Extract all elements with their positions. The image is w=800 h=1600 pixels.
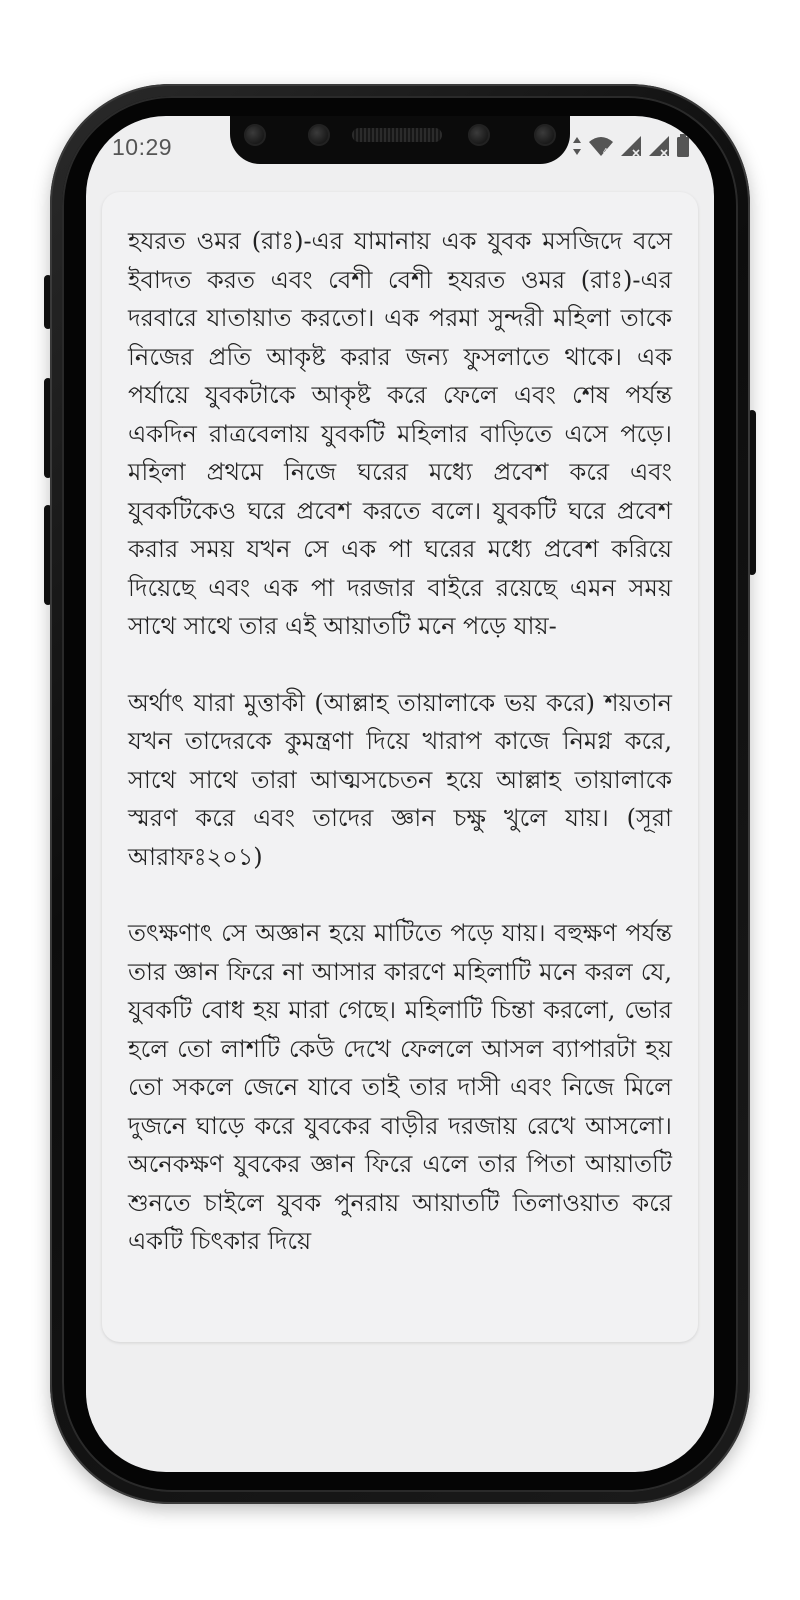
wifi-icon — [588, 135, 614, 157]
data-arrows-icon — [572, 135, 582, 157]
article-card[interactable] — [102, 192, 698, 1342]
signal-icon — [648, 135, 670, 157]
earpiece-speaker — [352, 128, 442, 142]
camera-icon — [468, 124, 490, 146]
status-icons — [572, 132, 690, 160]
battery-icon — [676, 134, 690, 158]
article-text — [128, 222, 672, 1299]
svg-text:4: 4 — [603, 147, 608, 156]
camera-icon — [308, 124, 330, 146]
article-paragraph: অর্থাৎ যারা মুত্তাকী (আল্লাহ তায়ালাকে ভয় করে) শয়তান যখন তাদেরকে কুমন্ত্রণা দিয়ে খারাপ কাজে নিমগ্ন করে, সাথে সাথে তারা আত্মসচেতন হয়ে আল্লাহ তায়ালাকে স্মরণ করে এবং তাদের জ্ঞান চক্ষু খুলে যায়। (সূরা আরাফঃ২০১) — [128, 688, 672, 871]
article-paragraph: তৎক্ষণাৎ সে অজ্ঞান হয়ে মাটিতে পড়ে যায়। বহুক্ষণ পর্যন্ত তার জ্ঞান ফিরে না আসার কারণে মহিলাটি মনে করল যে, যুবকটি বোধ হয় মারা গেছে। মহিলাটি চিন্তা করলো, ভোর হলে তো লাশটি কেউ দেখে ফেললে আসল ব্যাপারটা হয় তো সকলে জেনে যাবে তাই তার দাসী এবং নিজে মিলে দুজনে ঘাড়ে করে যুবকের বাড়ীর দরজায় রেখে আসলো। অনেকক্ষণ যুবকের জ্ঞান ফিরে এলে তার পিতা আয়াতটি শুনতে চাইলে যুবক পুনরায় আয়াতটি তিলাওয়াত করে একটি চিৎকার দিয়ে — [128, 919, 672, 1255]
status-time: 10:29 — [112, 134, 173, 160]
sensor-icon — [534, 124, 556, 146]
sensor-icon — [244, 124, 266, 146]
camera-notch — [230, 116, 570, 164]
phone-screen — [86, 116, 714, 1472]
article-paragraph: হযরত ওমর (রাঃ)-এর যামানায় এক যুবক মসজিদে বসে ইবাদত করত এবং বেশী বেশী হযরত ওমর (রাঃ)-এর দরবারে যাতায়াত করতো। এক পরমা সুন্দরী মহিলা তাকে নিজের প্রতি আকৃষ্ট করার জন্য ফুসলাতে থাকে। এক পর্যায়ে যুবকটাকে আকৃষ্ট করে ফেলে এবং শেষ পর্যন্ত একদিন রাত্রবেলায় যুবকটি মহিলার বাড়িতে এসে পড়ে। মহিলা প্রথমে নিজে ঘরের মধ্যে প্রবেশ করে এবং যুবকটিকেও ঘরে প্রবেশ করতে বলে। যুবকটি ঘরে প্রবেশ করার সময় যখন সে এক পা ঘরের মধ্যে প্রবেশ করিয়ে দিয়েছে এবং এক পা দরজার বাইরে রয়েছে এমন সময় সাথে সাথে তার এই আয়াতটি মনে পড়ে যায়- — [128, 227, 672, 640]
signal-icon — [620, 135, 642, 157]
